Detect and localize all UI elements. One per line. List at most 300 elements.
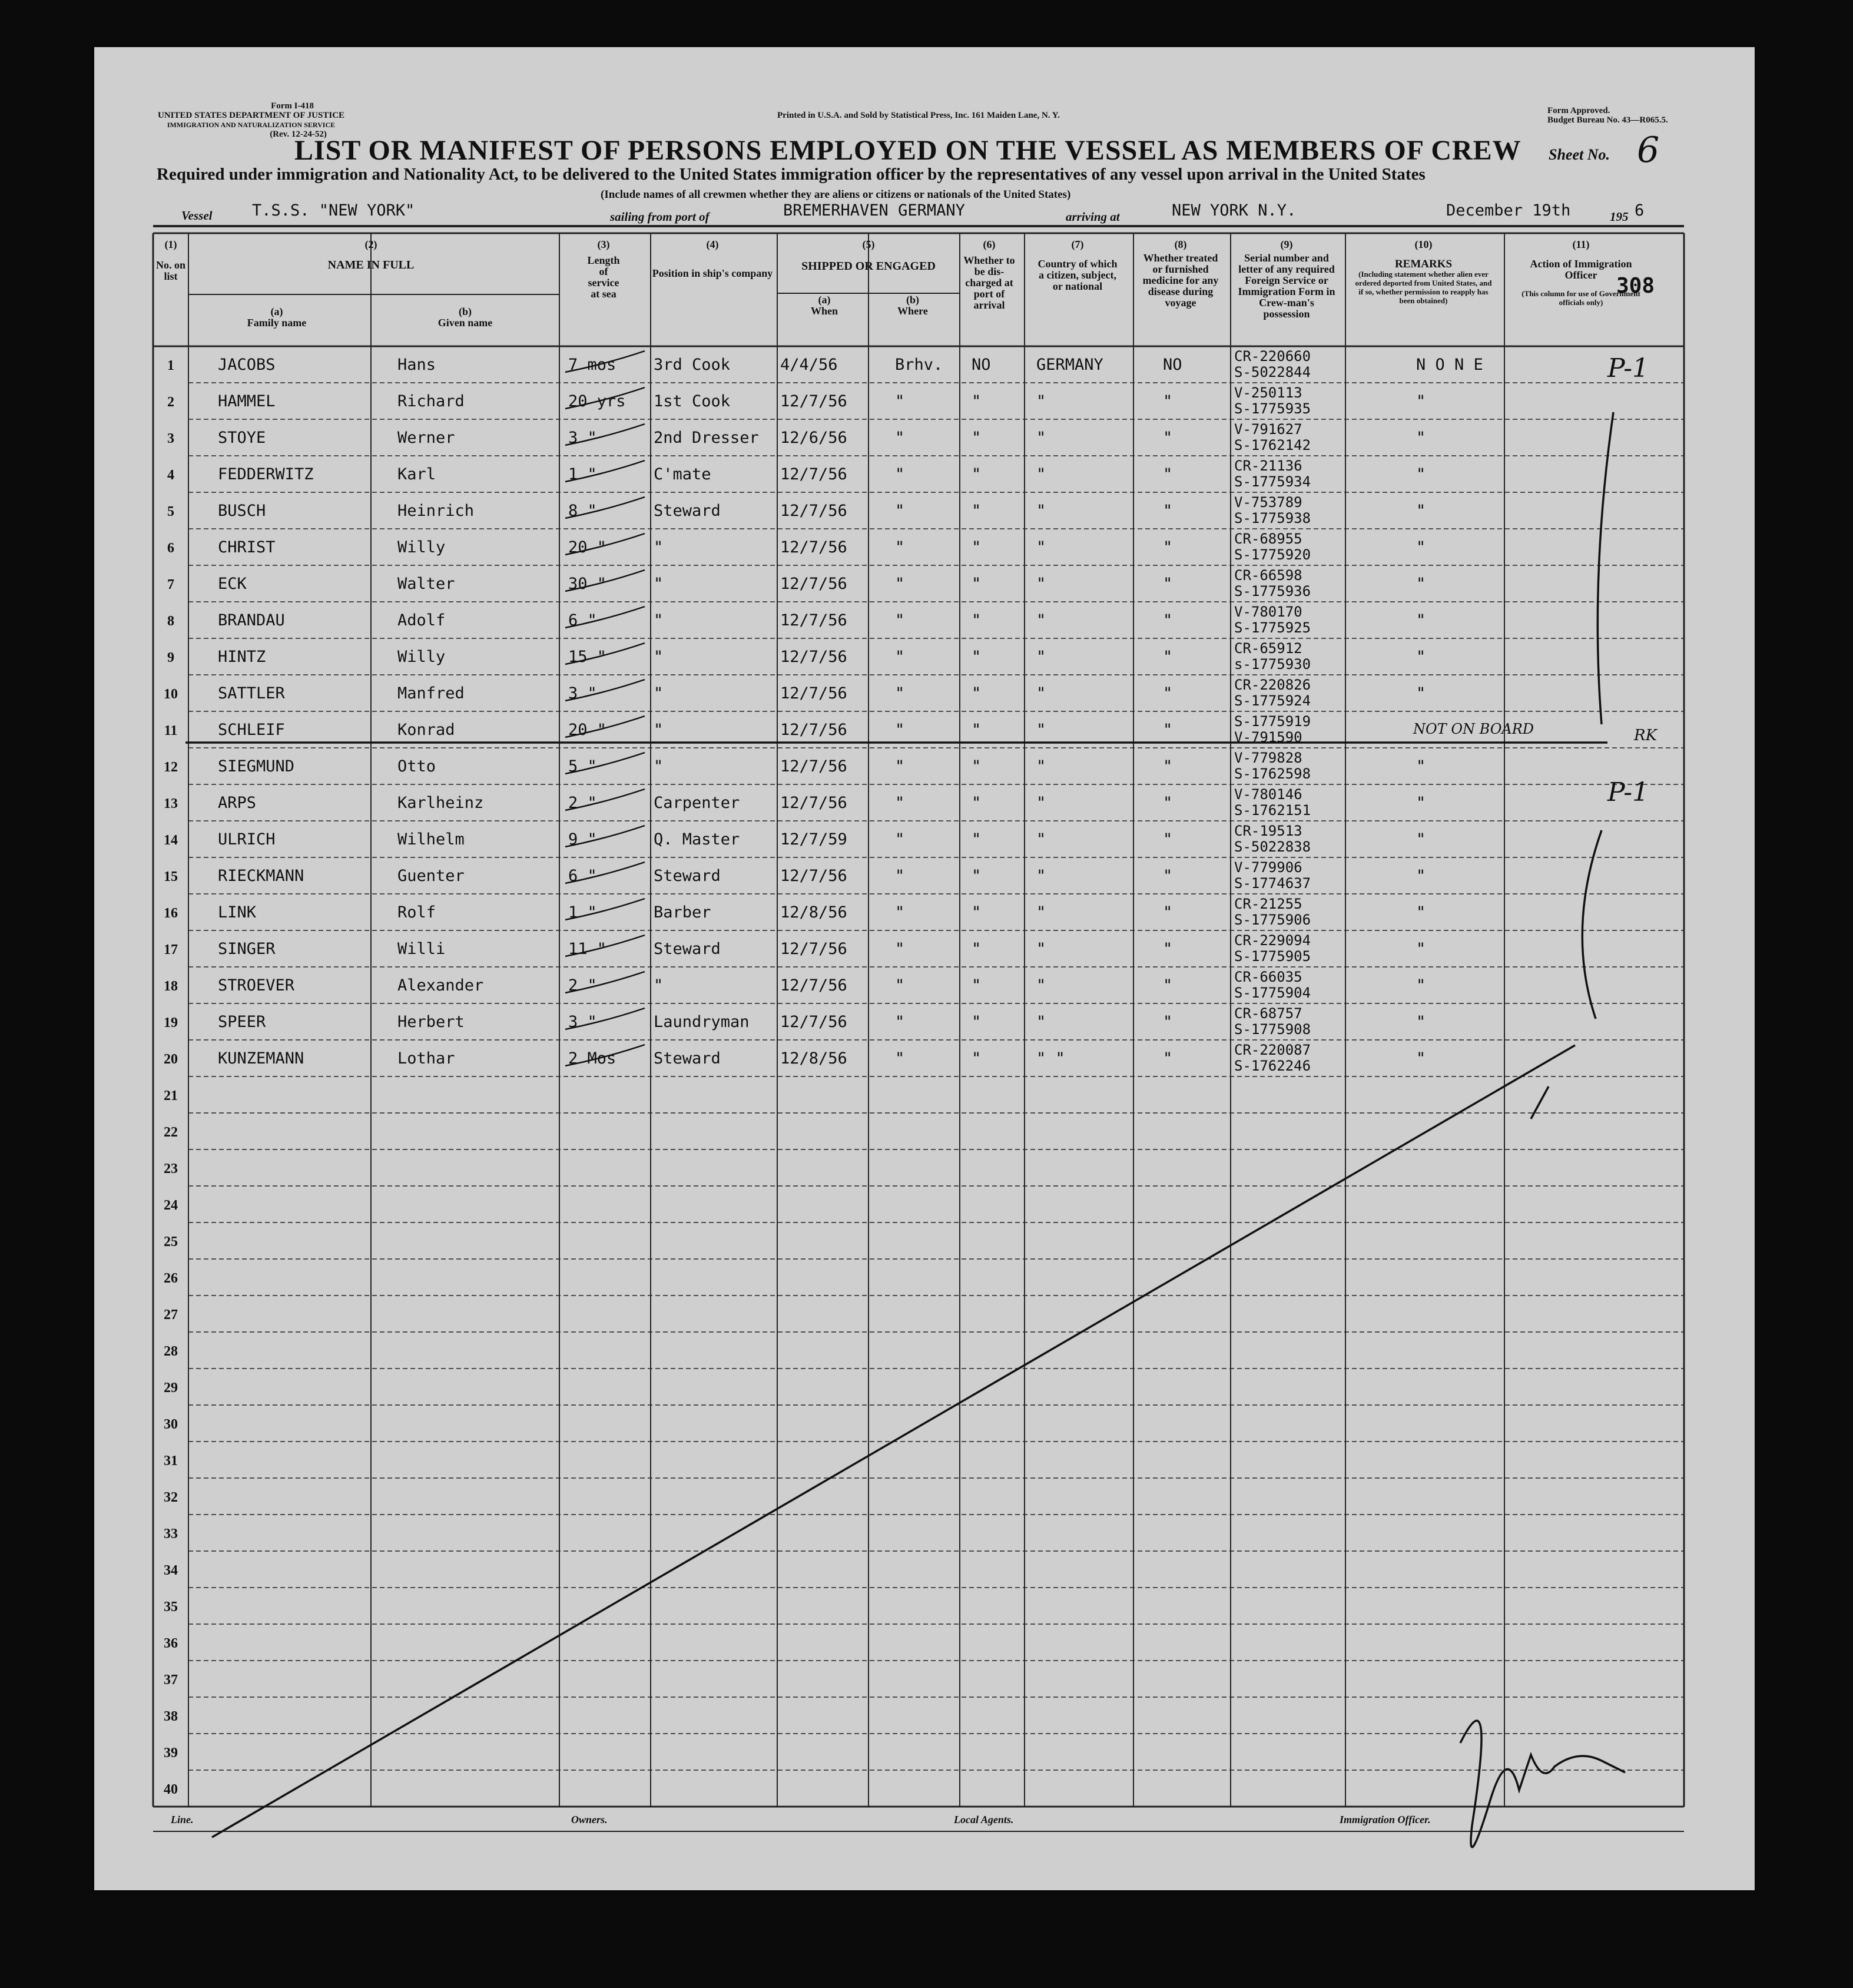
ship-position: ": [654, 757, 664, 776]
remarks: ": [1416, 538, 1426, 556]
serial-number-1: CR-21136: [1234, 458, 1302, 474]
serial-number-2: S-1762598: [1234, 766, 1311, 782]
engaged-where: ": [895, 575, 905, 593]
col8-header: (8) Whether treated or furnished medicine for any disease during voyage: [1142, 238, 1219, 309]
treated-flag: ": [1163, 721, 1173, 739]
country: ": [1036, 721, 1046, 739]
discharge-flag: ": [972, 465, 982, 483]
ship-position: Barber: [654, 903, 711, 922]
row-number: 7: [167, 577, 174, 592]
service-length: 8 ": [568, 502, 597, 520]
country: ": [1036, 575, 1046, 593]
discharge-flag: ": [972, 648, 982, 666]
treated-flag: ": [1163, 575, 1173, 593]
service-check-stroke: [565, 351, 645, 372]
arrival-port: NEW YORK N.Y.: [1172, 201, 1297, 220]
ship-position: Q. Master: [654, 830, 740, 849]
department-name: UNITED STATES DEPARTMENT OF JUSTICE: [158, 111, 345, 120]
service-check-stroke: [565, 460, 645, 482]
serial-number-2: S-1774637: [1234, 875, 1311, 892]
serial-number-2: S-1775925: [1234, 619, 1311, 636]
service-length: 1 ": [568, 903, 597, 922]
engaged-where: ": [895, 538, 905, 556]
row-number: 13: [164, 796, 178, 811]
row-number: 15: [164, 869, 178, 884]
engaged-when: 12/7/56: [780, 794, 847, 812]
serial-number-2: S-1775904: [1234, 985, 1311, 1001]
row-number: 10: [164, 687, 178, 702]
col1-header: (1) No. on list: [155, 238, 185, 282]
officer-mark-mid: P-1: [1607, 777, 1649, 807]
remarks: ": [1416, 1013, 1426, 1031]
row-number: 2: [167, 395, 174, 410]
serial-number-1: CR-68757: [1234, 1005, 1302, 1022]
given-name: Walter: [397, 575, 455, 593]
discharge-flag: ": [972, 757, 982, 776]
departure-port: BREMERHAVEN GERMANY: [783, 201, 965, 220]
empty-row-number: 34: [164, 1563, 178, 1578]
service-length: 9 ": [568, 830, 597, 849]
given-name: Guenter: [397, 867, 465, 885]
treated-flag: ": [1163, 794, 1173, 812]
engaged-when: 12/7/56: [780, 502, 847, 520]
family-name: BUSCH: [218, 502, 266, 520]
col2b-header: (b) Given name: [437, 306, 493, 329]
sheet-label: Sheet No.: [1549, 146, 1610, 163]
engaged-where: ": [895, 976, 905, 995]
serial-number-2: S-1775936: [1234, 583, 1311, 599]
empty-row-number: 26: [164, 1271, 178, 1286]
treated-flag: ": [1163, 1013, 1173, 1031]
serial-number-2: S-5022838: [1234, 839, 1311, 855]
officer-initials: RK: [1634, 727, 1657, 744]
given-name: Rolf: [397, 903, 436, 922]
country: ": [1036, 611, 1046, 629]
family-name: CHRIST: [218, 538, 276, 556]
empty-row-number: 39: [164, 1745, 178, 1761]
service-length: 2 ": [568, 976, 597, 995]
serial-number-2: S-1775908: [1234, 1021, 1311, 1038]
annotation-layer: [94, 47, 1755, 1890]
form-number: Form I-418: [271, 101, 314, 111]
engaged-when: 12/7/56: [780, 976, 847, 995]
printer-line: Printed in U.S.A. and Sold by Statistical Press, Inc. 161 Maiden Lane, N. Y.: [777, 111, 1060, 120]
given-name: Lothar: [397, 1049, 455, 1068]
serial-number-1: V-779828: [1234, 750, 1302, 766]
treated-flag: ": [1163, 757, 1173, 776]
service-length: 20 yrs: [568, 392, 626, 410]
budget-bureau: Budget Bureau No. 43—R065.5.: [1547, 115, 1668, 125]
country: ": [1036, 648, 1046, 666]
given-name: Otto: [397, 757, 436, 776]
ship-position: 2nd Dresser: [654, 429, 759, 447]
country: ": [1036, 757, 1046, 776]
serial-number-1: CR-220826: [1234, 677, 1311, 693]
country: ": [1036, 392, 1046, 410]
discharge-flag: ": [972, 976, 982, 995]
engaged-where: ": [895, 502, 905, 520]
service-length: 7 mos: [568, 356, 616, 374]
ship-position: 3rd Cook: [654, 356, 731, 374]
serial-number-2: S-1775906: [1234, 912, 1311, 928]
country: GERMANY: [1036, 356, 1103, 374]
engaged-when: 12/7/56: [780, 575, 847, 593]
discharge-flag: ": [972, 502, 982, 520]
col7-header: (7) Country of which a citizen, subject, or national: [1037, 238, 1118, 292]
given-name: Wilhelm: [397, 830, 465, 849]
service-check-stroke: [565, 789, 645, 810]
arriving-label: arriving at: [1066, 210, 1120, 224]
treated-flag: ": [1163, 830, 1173, 849]
serial-number-1: V-780170: [1234, 604, 1302, 620]
approval-text: Form Approved.: [1547, 106, 1610, 115]
row-number: 3: [167, 431, 174, 446]
service-length: 3 ": [568, 1013, 597, 1031]
service-check-stroke: [565, 935, 645, 956]
given-name: Alexander: [397, 976, 484, 995]
ship-position: Steward: [654, 867, 721, 885]
given-name: Herbert: [397, 1013, 465, 1031]
treated-flag: ": [1163, 611, 1173, 629]
given-name: Manfred: [397, 684, 465, 703]
remarks: N O N E: [1416, 356, 1483, 374]
treated-flag: ": [1163, 465, 1173, 483]
country: " ": [1036, 1049, 1065, 1068]
discharge-flag: ": [972, 794, 982, 812]
row-number: 17: [164, 942, 178, 957]
empty-row-number: 23: [164, 1161, 178, 1177]
row-number: 18: [164, 979, 178, 994]
row-number: 8: [167, 614, 174, 629]
service-check-stroke: [565, 607, 645, 628]
col11-header: (11) Action of Immigration Officer 308 (This column for use of Government officials only): [1521, 238, 1655, 307]
family-name: ULRICH: [218, 830, 276, 849]
row-number: 19: [164, 1015, 178, 1031]
engaged-when: 12/7/56: [780, 648, 847, 666]
officer-bracket: [1582, 412, 1613, 1019]
ship-position: ": [654, 976, 664, 995]
given-name: Willy: [397, 538, 446, 556]
discharge-flag: ": [972, 721, 982, 739]
empty-row-number: 30: [164, 1417, 178, 1432]
remarks: ": [1416, 575, 1426, 593]
engaged-when: 12/8/56: [780, 1049, 847, 1068]
service-check-stroke: [565, 862, 645, 883]
country: ": [1036, 538, 1046, 556]
serial-number-1: V-780146: [1234, 786, 1302, 803]
col5-header: (5) SHIPPED OR ENGAGED: [801, 238, 936, 273]
empty-row-number: 38: [164, 1709, 178, 1724]
engaged-when: 12/8/56: [780, 903, 847, 922]
country: ": [1036, 867, 1046, 885]
service-length: 6 ": [568, 867, 597, 885]
service-check-stroke: [565, 716, 645, 737]
ship-position: Steward: [654, 940, 721, 958]
service-check-stroke: [565, 680, 645, 701]
remarks: ": [1416, 648, 1426, 666]
service-check-stroke: [565, 497, 645, 518]
col6-header: (6) Whether to be dis-charged at port of arrival: [963, 238, 1015, 311]
page-title: LIST OR MANIFEST OF PERSONS EMPLOYED ON THE VESSEL AS MEMBERS OF CREW: [294, 135, 1521, 166]
discharge-flag: NO: [972, 356, 991, 374]
col5a-header: (a) When: [810, 294, 838, 317]
service-check-stroke: [565, 570, 645, 591]
service-check-stroke: [565, 826, 645, 847]
row-number: 6: [167, 541, 174, 556]
remarks: ": [1416, 940, 1426, 958]
row-number: 9: [167, 650, 174, 665]
engaged-when: 12/7/56: [780, 867, 847, 885]
engaged-when: 4/4/56: [780, 356, 838, 374]
remarks: ": [1416, 392, 1426, 410]
empty-row-number: 28: [164, 1344, 178, 1359]
discharge-flag: ": [972, 429, 982, 447]
engaged-where: ": [895, 465, 905, 483]
row-number: 1: [167, 358, 174, 373]
service-name: IMMIGRATION AND NATURALIZATION SERVICE: [167, 121, 336, 129]
service-length: 11 ": [568, 940, 607, 958]
engaged-when: 12/7/56: [780, 721, 847, 739]
discharge-flag: ": [972, 684, 982, 703]
serial-number-2: S-5022844: [1234, 364, 1311, 380]
ship-position: Carpenter: [654, 794, 740, 812]
empty-row-number: 29: [164, 1380, 178, 1396]
discharge-flag: ": [972, 830, 982, 849]
empty-row-number: 40: [164, 1782, 178, 1797]
empty-row-number: 31: [164, 1453, 178, 1469]
given-name: Willy: [397, 648, 446, 666]
service-check-stroke: [565, 643, 645, 664]
remarks: ": [1416, 611, 1426, 629]
engaged-where: ": [895, 392, 905, 410]
revision-date: (Rev. 12-24-52): [270, 130, 327, 139]
serial-number-2: S-1762142: [1234, 437, 1311, 453]
family-name: SINGER: [218, 940, 276, 958]
service-length: 15 ": [568, 648, 607, 666]
engaged-when: 12/7/59: [780, 830, 847, 849]
engaged-when: 12/7/56: [780, 757, 847, 776]
engaged-where: ": [895, 794, 905, 812]
given-name: Werner: [397, 429, 455, 447]
col2-header: (2) NAME IN FULL: [327, 238, 415, 271]
service-length: 3 ": [568, 429, 597, 447]
serial-number-2: S-1775938: [1234, 510, 1311, 526]
ship-position: ": [654, 575, 664, 593]
family-name: ECK: [218, 575, 247, 593]
empty-row-number: 36: [164, 1636, 178, 1651]
serial-number-1: CR-220087: [1234, 1042, 1311, 1058]
country: ": [1036, 940, 1046, 958]
ship-position: ": [654, 721, 664, 739]
officer-number: 308: [1616, 274, 1655, 298]
country: ": [1036, 684, 1046, 703]
given-name: Hans: [397, 356, 436, 374]
empty-row-number: 21: [164, 1088, 178, 1104]
service-length: 20 ": [568, 721, 607, 739]
engaged-where: ": [895, 648, 905, 666]
service-check-stroke: [565, 534, 645, 555]
given-name: Karl: [397, 465, 436, 483]
treated-flag: ": [1163, 903, 1173, 922]
signature-mark: [1460, 1721, 1625, 1847]
serial-number-1: CR-21255: [1234, 896, 1302, 912]
treated-flag: ": [1163, 392, 1173, 410]
country: ": [1036, 502, 1046, 520]
given-name: Konrad: [397, 721, 455, 739]
treated-flag: ": [1163, 867, 1173, 885]
family-name: LINK: [218, 903, 257, 922]
remarks: ": [1416, 429, 1426, 447]
service-check-stroke: [565, 1045, 645, 1066]
col4-header: (4) Position in ship's company: [652, 238, 773, 279]
family-name: STOYE: [218, 429, 266, 447]
footer-line-label: Line.: [171, 1814, 194, 1825]
country: ": [1036, 976, 1046, 995]
row-number: 16: [164, 906, 178, 921]
engaged-when: 12/7/56: [780, 611, 847, 629]
serial-number-1: CR-220660: [1234, 348, 1311, 365]
col10-header: (10) REMARKS (Including statement whether alien ever ordered deported from United States, and if so, whether permission to reapply has been obtained): [1355, 238, 1492, 305]
engaged-when: 12/7/56: [780, 465, 847, 483]
page-note: (Include names of all crewmen whether they are aliens or citizens or nationals of the United States): [601, 188, 1071, 201]
ship-position: C'mate: [654, 465, 711, 483]
remarks: NOT ON BOARD: [1413, 721, 1534, 737]
year-suffix: 6: [1635, 201, 1645, 220]
tick-stroke: [1531, 1086, 1549, 1119]
service-check-stroke: [565, 753, 645, 774]
service-length: 3 ": [568, 684, 597, 703]
family-name: SPEER: [218, 1013, 266, 1031]
engaged-when: 12/7/56: [780, 684, 847, 703]
serial-number-1: CR-19513: [1234, 823, 1302, 839]
given-name: Karlheinz: [397, 794, 484, 812]
country: ": [1036, 903, 1046, 922]
cancel-diagonal-line: [212, 1045, 1575, 1837]
engaged-where: ": [895, 830, 905, 849]
engaged-when: 12/7/56: [780, 538, 847, 556]
engaged-where: ": [895, 757, 905, 776]
family-name: KUNZEMANN: [218, 1049, 304, 1068]
discharge-flag: ": [972, 940, 982, 958]
row-number: 4: [167, 468, 174, 483]
given-name: Heinrich: [397, 502, 475, 520]
serial-number-1: CR-229094: [1234, 932, 1311, 949]
serial-number-1: V-753789: [1234, 494, 1302, 511]
family-name: HAMMEL: [218, 392, 276, 410]
engaged-where: ": [895, 1049, 905, 1068]
treated-flag: ": [1163, 648, 1173, 666]
ship-position: ": [654, 611, 664, 629]
service-length: 1 ": [568, 465, 597, 483]
serial-number-2: S-1775924: [1234, 693, 1311, 709]
empty-row-number: 24: [164, 1198, 178, 1213]
discharge-flag: ": [972, 903, 982, 922]
remarks: ": [1416, 830, 1426, 849]
family-name: STROEVER: [218, 976, 295, 995]
serial-number-1: CR-68955: [1234, 531, 1302, 547]
discharge-flag: ": [972, 575, 982, 593]
engaged-where: ": [895, 429, 905, 447]
discharge-flag: ": [972, 538, 982, 556]
engaged-when: 12/6/56: [780, 429, 847, 447]
ship-position: Laundryman: [654, 1013, 750, 1031]
ship-position: ": [654, 648, 664, 666]
treated-flag: ": [1163, 502, 1173, 520]
serial-number-1: V-791627: [1234, 421, 1302, 438]
country: ": [1036, 794, 1046, 812]
ship-position: 1st Cook: [654, 392, 731, 410]
serial-number-1: V-250113: [1234, 385, 1302, 401]
serial-number-2: S-1775905: [1234, 948, 1311, 965]
col5b-header: (b) Where: [897, 294, 928, 317]
remarks: ": [1416, 502, 1426, 520]
arrival-date: December 19th: [1446, 201, 1571, 220]
family-name: ARPS: [218, 794, 257, 812]
country: ": [1036, 465, 1046, 483]
given-name: Adolf: [397, 611, 446, 629]
col9-header: (9) Serial number and letter of any required Foreign Service or Immigration Form in Crew-man's possession: [1238, 238, 1335, 320]
discharge-flag: ": [972, 867, 982, 885]
service-check-stroke: [565, 387, 645, 409]
service-length: 2 ": [568, 794, 597, 812]
remarks: ": [1416, 903, 1426, 922]
engaged-where: ": [895, 867, 905, 885]
country: ": [1036, 429, 1046, 447]
treated-flag: ": [1163, 429, 1173, 447]
row-number: 14: [164, 833, 178, 848]
page-subtitle: Required under immigration and Nationality Act, to be delivered to the United States immigration officer by the representatives of any vessel upon arrival in the United States: [157, 165, 1426, 184]
engaged-where: ": [895, 1013, 905, 1031]
empty-row-number: 35: [164, 1599, 178, 1615]
col3-header: (3) Length of service at sea: [587, 238, 620, 300]
engaged-where: ": [895, 721, 905, 739]
treated-flag: ": [1163, 538, 1173, 556]
given-name: Willi: [397, 940, 446, 958]
service-length: 6 ": [568, 611, 597, 629]
remarks: ": [1416, 465, 1426, 483]
engaged-when: 12/7/56: [780, 392, 847, 410]
serial-number-2: S-1775934: [1234, 473, 1311, 490]
footer-officer-label: Immigration Officer.: [1340, 1814, 1431, 1825]
ship-position: Steward: [654, 1049, 721, 1068]
engaged-where: Brhv.: [895, 356, 943, 374]
sheet-number: 6: [1637, 130, 1660, 171]
empty-row-number: 25: [164, 1234, 178, 1250]
country: ": [1036, 1013, 1046, 1031]
family-name: HINTZ: [218, 648, 266, 666]
manifest-sheet: [94, 47, 1755, 1890]
serial-number-1: CR-66598: [1234, 567, 1302, 584]
service-check-stroke: [565, 424, 645, 445]
service-check-stroke: [565, 1008, 645, 1029]
year-prefix: 195: [1610, 210, 1629, 224]
engaged-where: ": [895, 903, 905, 922]
engaged-where: ": [895, 684, 905, 703]
serial-number-2: S-1762151: [1234, 802, 1311, 819]
row-number: 5: [167, 504, 174, 519]
remarks: ": [1416, 757, 1426, 776]
empty-row-number: 32: [164, 1490, 178, 1505]
serial-number-2: V-791590: [1234, 729, 1302, 746]
remarks: ": [1416, 1049, 1426, 1068]
empty-row-number: 22: [164, 1125, 178, 1140]
ship-position: ": [654, 538, 664, 556]
family-name: SIEGMUND: [218, 757, 295, 776]
discharge-flag: ": [972, 611, 982, 629]
serial-number-1: CR-66035: [1234, 969, 1302, 985]
empty-row-number: 37: [164, 1672, 178, 1688]
family-name: RIECKMANN: [218, 867, 304, 885]
